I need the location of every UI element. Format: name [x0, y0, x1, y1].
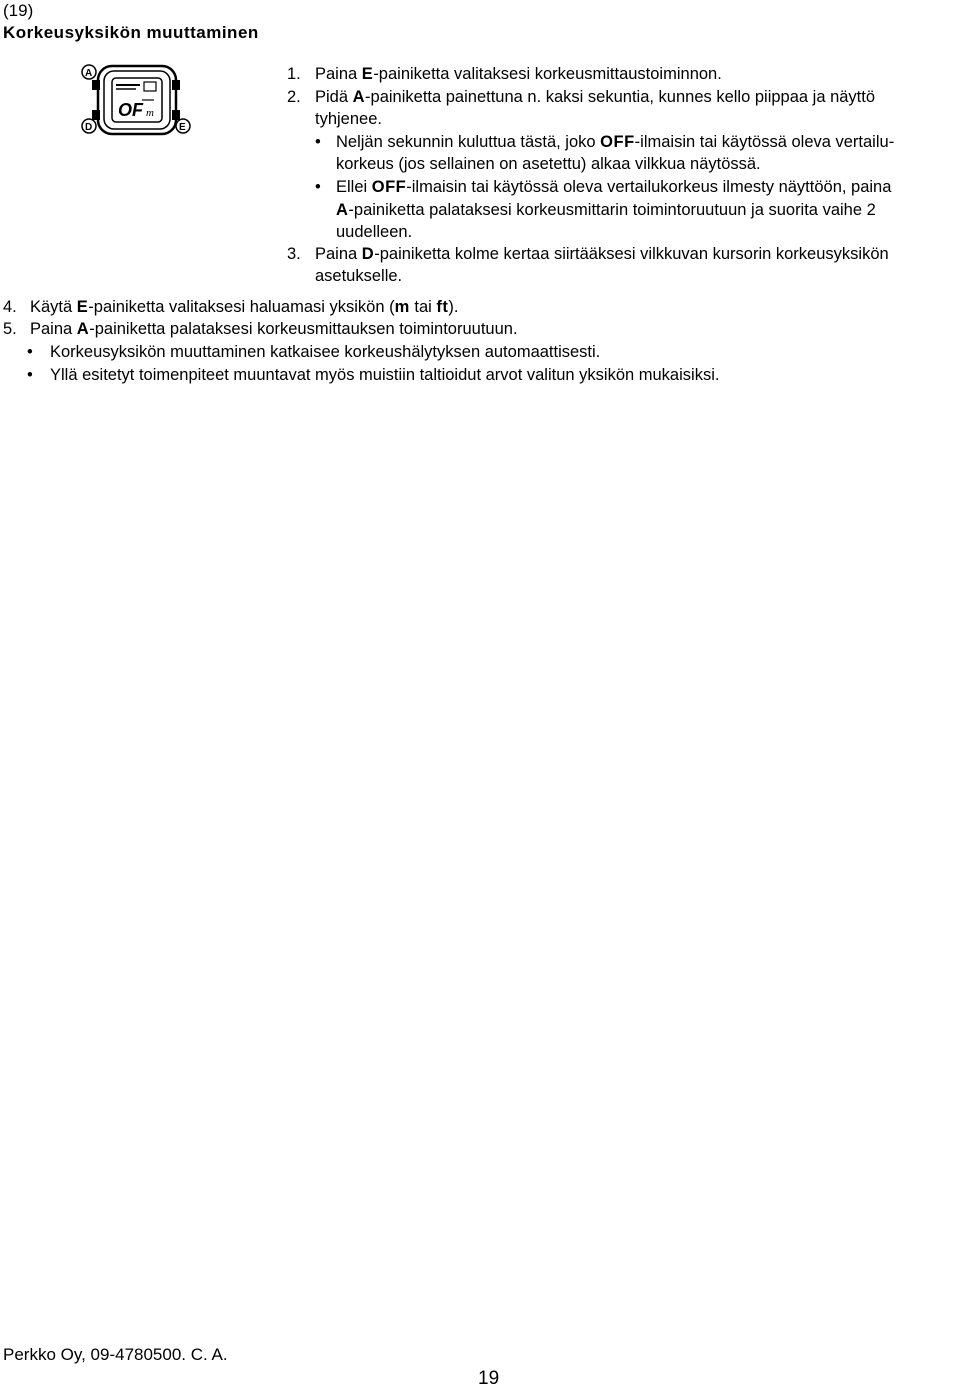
bullet-1-mark: • — [315, 133, 321, 151]
step-5-text: Paina — [30, 320, 77, 338]
step-5-number: 5. — [3, 320, 17, 338]
step-5-text-cont: -painiketta palataksesi korkeusmittauksen toimintoruutuun. — [89, 320, 518, 338]
step-5 — [3, 318, 518, 340]
bullet-2-text-line-2: -painiketta palataksesi korkeusmittarin toimintoruutuun ja suorita vaihe 2 — [348, 201, 876, 219]
watch-unit-text: m — [146, 107, 154, 119]
key-e: E — [76, 298, 89, 316]
note-1 — [3, 341, 600, 363]
bullet-1-continuation: korkeus (jos sellainen on asetettu) alkaa vilkkua näytössä. — [336, 155, 761, 173]
watch-illustration — [80, 58, 192, 140]
bullet-2 — [315, 176, 891, 198]
footer-company: Perkko Oy, 09-4780500. C. A. — [3, 1345, 228, 1364]
note-2 — [3, 364, 719, 386]
note-2-mark: • — [27, 366, 33, 384]
key-d: D — [361, 245, 375, 263]
button-e-label: E — [179, 122, 186, 133]
note-1-mark: • — [27, 343, 33, 361]
step-4-text-cont: -painiketta valitaksesi haluamasi yksikön ( — [88, 298, 395, 316]
bullet-1-text: Neljän sekunnin kuluttua tästä, joko — [336, 133, 601, 151]
step-3-continuation: asetukselle. — [315, 267, 403, 285]
step-4-number: 4. — [3, 298, 17, 316]
section-title: Korkeusyksikön muuttaminen — [3, 23, 259, 42]
unit-ft: ft — [436, 298, 449, 316]
step-2-number: 2. — [287, 88, 301, 106]
bullet-2-line-2 — [336, 199, 876, 221]
unit-m: m — [394, 298, 410, 316]
key-e: E — [361, 65, 374, 83]
step-1-number: 1. — [287, 65, 301, 83]
step-1-text-cont: -painiketta valitaksesi korkeusmittaustoiminnon. — [373, 65, 722, 83]
bullet-2-text-cont: -ilmaisin tai käytössä oleva vertailukorkeus ilmesty näyttöön, paina — [406, 178, 892, 196]
step-3-text: Paina — [315, 245, 362, 263]
step-2-text-cont: -painiketta painettuna n. kaksi sekuntia, kunnes kello piippaa ja näyttö — [365, 88, 876, 106]
step-2 — [287, 86, 875, 108]
step-4-text-end: ). — [448, 298, 459, 316]
key-off: OFF — [371, 178, 407, 196]
bullet-2-mark: • — [315, 178, 321, 196]
step-3-number: 3. — [287, 245, 301, 263]
note-1-text: Korkeusyksikön muuttaminen katkaisee korkeushälytyksen automaattisesti. — [50, 343, 601, 361]
step-3-text-cont: -painiketta kolme kertaa siirtääksesi vilkkuvan kursorin korkeusyksikön — [374, 245, 889, 263]
page-number: 19 — [478, 1368, 500, 1389]
key-off: OFF — [600, 133, 635, 151]
note-2-text: Yllä esitetyt toimenpiteet muuntavat myös muistiin taltioidut arvot valitun yksikön mukaisiksi. — [50, 366, 720, 384]
step-4-text: Käytä — [30, 298, 77, 316]
section-number: (19) — [3, 1, 34, 20]
bullet-1-text-cont: -ilmaisin tai käytössä oleva vertailu- — [634, 133, 895, 151]
bullet-1 — [315, 131, 894, 153]
step-1-text: Paina — [315, 65, 362, 83]
watch-display-text: OF — [118, 100, 143, 120]
step-4 — [3, 296, 458, 318]
bullet-2-line-3: uudelleen. — [336, 223, 413, 241]
step-1 — [287, 63, 722, 85]
button-d-label: D — [85, 122, 93, 133]
step-2-text: Pidä — [315, 88, 353, 106]
key-a: A — [336, 201, 349, 219]
key-a: A — [76, 320, 90, 338]
bullet-2-text: Ellei — [336, 178, 372, 196]
button-a-label: A — [85, 68, 93, 79]
key-a: A — [352, 88, 366, 106]
step-3 — [287, 243, 889, 265]
step-4-text-mid: tai — [409, 298, 437, 316]
step-2-continuation: tyhjenee. — [315, 110, 382, 128]
